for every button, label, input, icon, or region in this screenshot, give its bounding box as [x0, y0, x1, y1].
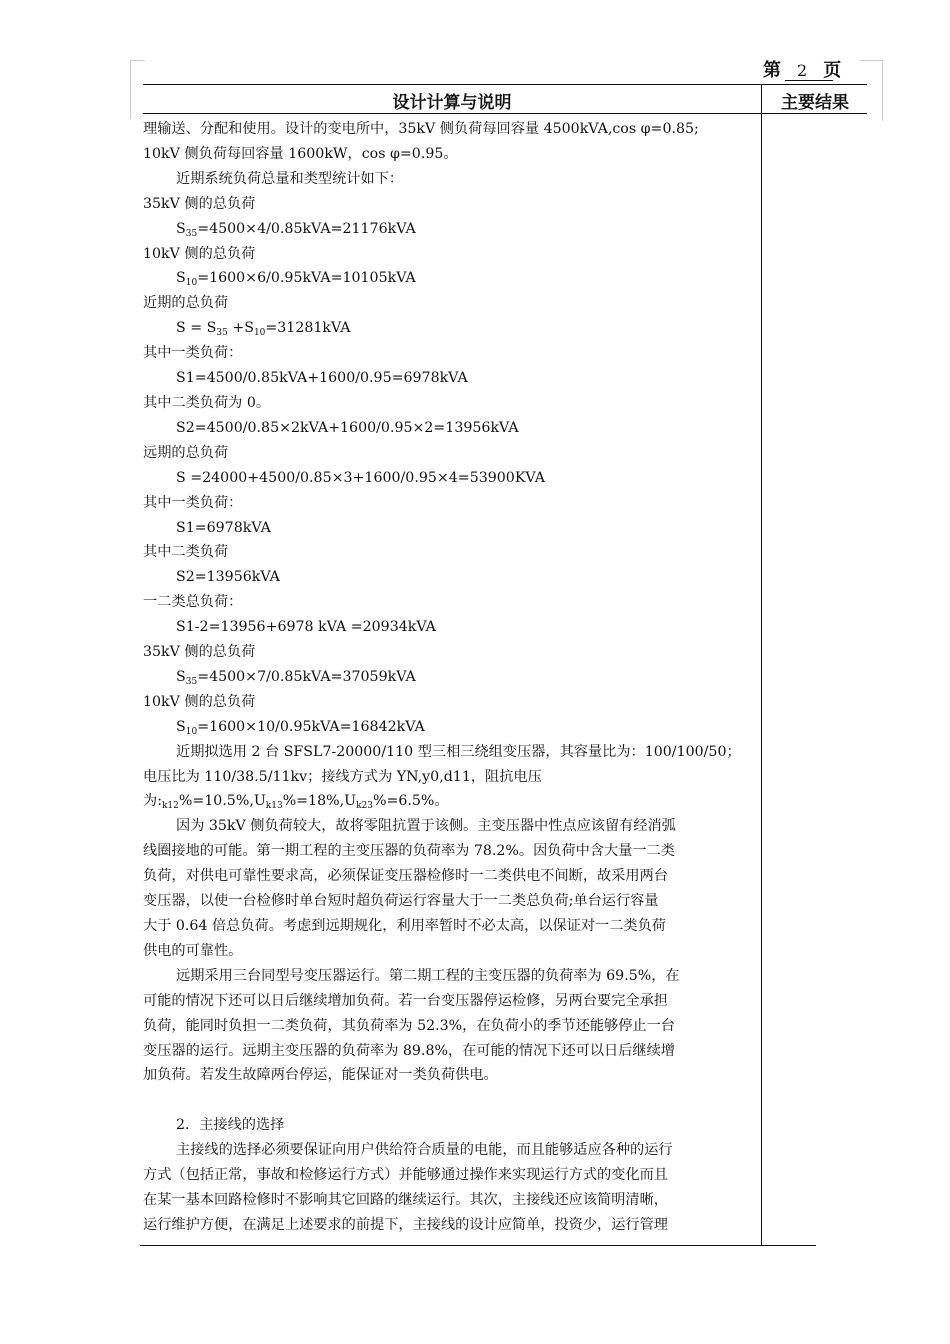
formula-part: =31281kVA	[265, 320, 351, 337]
formula-line	[143, 217, 757, 242]
text-line: 其中二类负荷	[143, 544, 229, 561]
page-number-label	[763, 56, 843, 82]
text-line: 一二类总负荷：	[143, 594, 243, 611]
formula-part: +S	[227, 320, 254, 337]
page-suffix: 页	[823, 60, 844, 81]
text-line: 理输送、分配和使用。设计的变电所中，35kV 侧负荷每回容量 4500kVA,cos φ=0.85;	[143, 121, 699, 137]
paragraph-line: 方式（包括正常，事故和检修运行方式）并能够通过操作来实现运行方式的变化而且	[143, 1167, 668, 1184]
formula-subscript: 35	[185, 228, 198, 239]
table-bottom-rule	[140, 1245, 816, 1246]
blank-line	[143, 1088, 757, 1113]
paragraph-line: 主接线的选择必须要保证向用户供给符合质量的电能，而且能够适应各种的运行	[176, 1142, 673, 1159]
formula-part: %=18%,U	[282, 793, 357, 810]
formula-line: S1-2=13956+6978 kVA =20934kVA	[176, 619, 436, 636]
text-line: 10kV 侧的总负荷	[143, 245, 256, 262]
text-line: 近期的总负荷	[143, 295, 229, 312]
paragraph-line: 近期拟选用 2 台 SFSL7-20000/110 型三相三绕组变压器，其容量比为：100/100/50；	[176, 743, 741, 760]
formula-part: S	[176, 718, 186, 735]
text-line: 近期系统负荷总量和类型统计如下：	[176, 170, 404, 187]
header-bottom-rule	[143, 113, 867, 114]
calculation-body	[143, 117, 757, 1238]
formula-line: S2=4500/0.85×2kVA+1600/0.95×2=13956kVA	[176, 419, 519, 436]
formula-subscript: k23	[356, 801, 373, 812]
formula-part: S	[176, 220, 186, 237]
formula-part: %=6.5%。	[372, 793, 449, 810]
text-line: 10kV 侧的总负荷	[143, 693, 256, 710]
paragraph-line: 负荷，对供电可靠性要求高，必须保证变压器检修时一二类供电不间断，故采用两台	[143, 868, 668, 885]
formula-line: S1=4500/0.85kVA+1600/0.95=6978kVA	[176, 370, 468, 387]
paragraph-line: 大于 0.64 倍总负荷。考虑到远期规化，利用率暂时不必太高，以保证对一二类负荷	[143, 918, 666, 934]
paragraph-line: 变压器的运行。远期主变压器的负荷率为 89.8%，在可能的情况下还可以日后继续增	[143, 1042, 675, 1059]
formula-part: %=10.5%,U	[178, 793, 266, 810]
text-line: 其中一类负荷：	[143, 345, 243, 362]
paragraph-line: 电压比为 110/38.5/11kv；接线方式为 YN,y0,d11，阻抗电压	[143, 768, 542, 785]
formula-line: S1=6978kVA	[176, 519, 271, 536]
page-number: 2	[797, 61, 810, 80]
formula-part: S = S	[176, 320, 217, 337]
text-line: 远期的总负荷	[143, 444, 229, 461]
paragraph-line: 因为 35kV 侧负荷较大，故将零阻抗置于该侧。主变压器中性点应该留有经消弧	[176, 818, 676, 835]
formula-subscript: 10	[185, 726, 198, 737]
formula-line	[143, 715, 757, 740]
formula-subscript: k12	[161, 801, 179, 812]
formula-part: S	[176, 270, 186, 287]
formula-part: =4500×4/0.85kVA=21176kVA	[197, 220, 416, 237]
formula-line	[143, 789, 757, 814]
paragraph-line: 供电的可靠性。	[143, 942, 243, 959]
paragraph-line: 远期采用三台同型号变压器运行。第二期工程的主变压器的负荷率为 69.5%，在	[176, 967, 680, 984]
text-line: 35kV 侧的总负荷	[143, 644, 256, 661]
text-line: 35kV 侧的总负荷	[143, 195, 256, 212]
formula-subscript: k13	[265, 801, 283, 812]
formula-line	[143, 316, 757, 341]
header-main-results: 主要结果	[781, 93, 849, 113]
formula-subscript: 35	[185, 676, 198, 687]
formula-part: 为:	[143, 793, 162, 810]
formula-part: =1600×10/0.95kVA=16842kVA	[197, 718, 425, 735]
paragraph-line: 运行维护方便，在满足上述要求的前提下，主接线的设计应简单，投资少，运行管理	[143, 1216, 668, 1233]
paragraph-line: 可能的情况下还可以日后继续增加负荷。若一台变压器停运检修，另两台要完全承担	[143, 992, 668, 1009]
column-divider	[761, 84, 762, 1246]
paragraph-line: 变压器，以使一台检修时单台短时超负荷运行容量大于一二类总负荷;单台运行容量	[143, 893, 659, 910]
formula-part: S	[176, 668, 186, 685]
formula-line: S2=13956kVA	[176, 569, 280, 586]
formula-line	[143, 665, 757, 690]
paragraph-line: 加负荷。若发生故障两台停运，能保证对一类负荷供电。	[143, 1067, 498, 1084]
paragraph-line: 负荷，能同时负担一二类负荷，其负荷率为 52.3%，在负荷小的季节还能够停止一台	[143, 1017, 675, 1034]
page-number-rule	[785, 80, 833, 81]
formula-line: S =24000+4500/0.85×3+1600/0.95×4=53900KVA	[176, 469, 545, 486]
formula-part: =4500×7/0.85kVA=37059kVA	[197, 668, 416, 685]
text-line: 其中二类负荷为 0。	[143, 394, 271, 411]
formula-line	[143, 266, 757, 291]
page-prefix: 第	[763, 60, 783, 81]
formula-subscript: 10	[185, 278, 198, 289]
header-top-rule	[143, 84, 867, 85]
formula-part: =1600×6/0.95kVA=10105kVA	[197, 270, 416, 287]
paragraph-line: 在某一基本回路检修时不影响其它回路的继续运行。其次，主接线还应该简明清晰，	[143, 1191, 668, 1208]
formula-subscript: 35	[216, 328, 228, 339]
text-line: 10kV 侧负荷每回容量 1600kW，cos φ=0.95。	[143, 145, 458, 162]
text-line: 其中一类负荷：	[143, 494, 243, 511]
paragraph-line: 线圈接地的可能。第一期工程的主变压器的负荷率为 78.2%。因负荷中含大量一二类	[143, 843, 675, 860]
header-design-calculation: 设计计算与说明	[392, 93, 512, 113]
section-heading: 2．主接线的选择	[176, 1117, 285, 1134]
formula-subscript: 10	[253, 328, 266, 339]
